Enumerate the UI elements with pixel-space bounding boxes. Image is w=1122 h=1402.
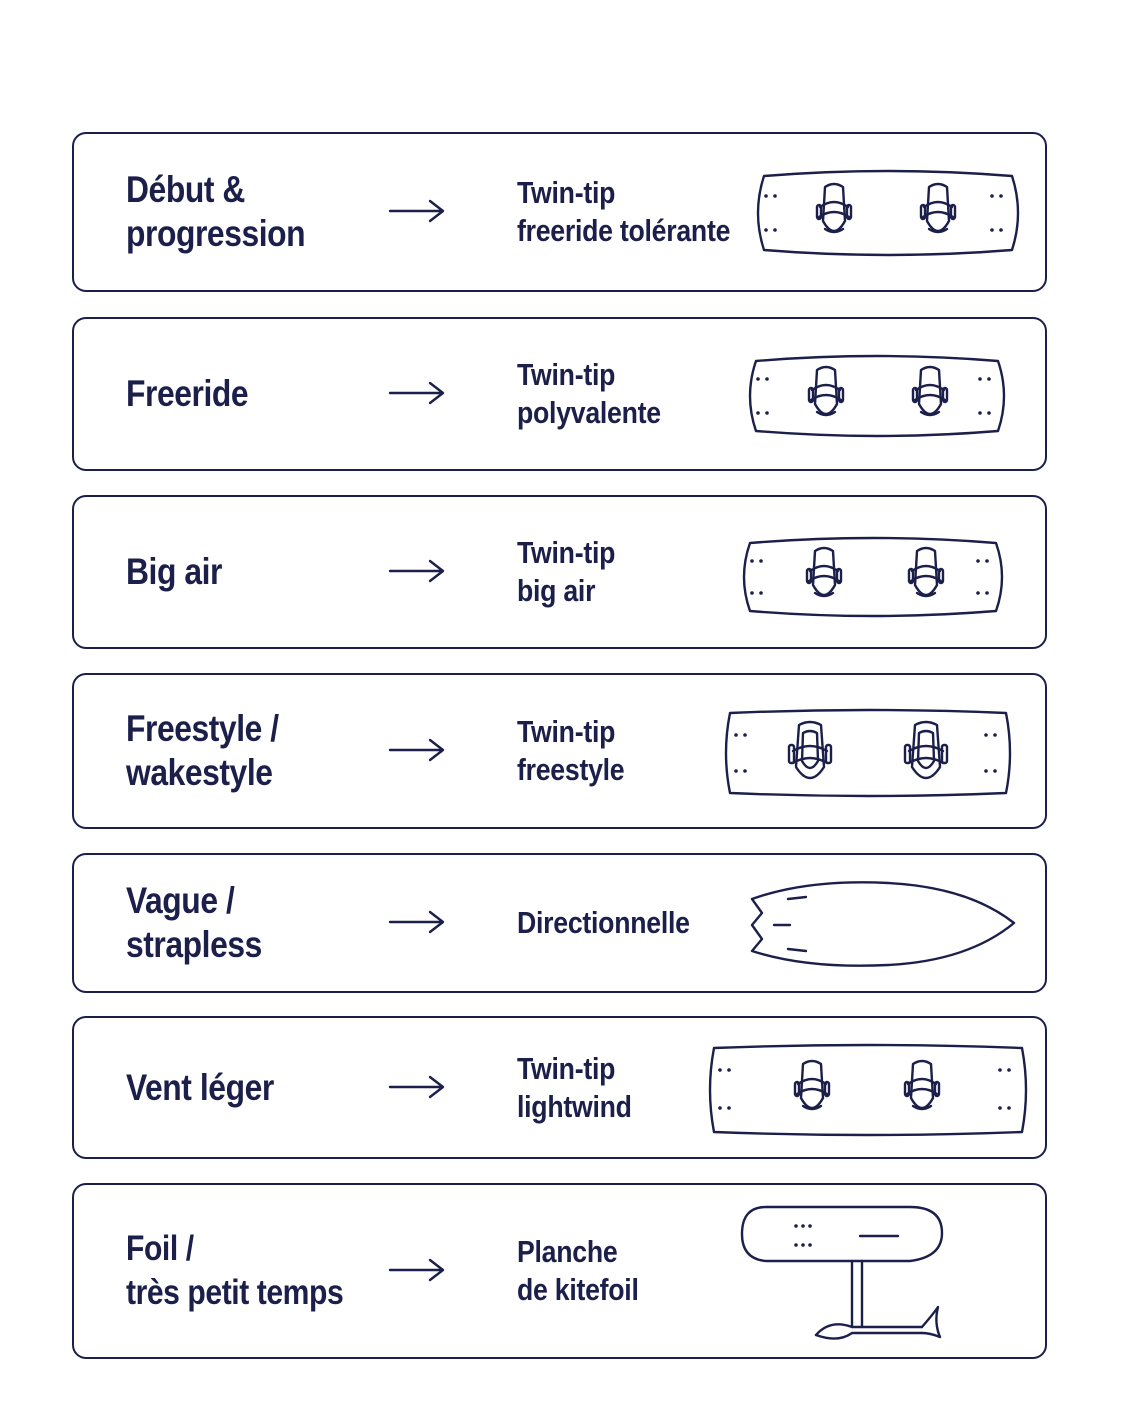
- row-card: [72, 317, 1047, 471]
- practice-label: Début & progression: [126, 169, 306, 254]
- row-card: [72, 1183, 1047, 1359]
- practice-label: Freestyle / wakestyle: [126, 708, 279, 793]
- practice-label: Big air: [126, 551, 223, 592]
- row-card: [72, 673, 1047, 829]
- practice-label: Foil / très petit temps: [126, 1229, 344, 1312]
- twin-tip-boots-board-icon: [720, 707, 1016, 799]
- kitefoil-board-icon: [740, 1203, 946, 1353]
- right-arrow-icon: [388, 380, 446, 406]
- board-type-label: Twin-tip freeride tolérante: [517, 175, 731, 248]
- right-arrow-icon: [388, 198, 446, 224]
- board-type-label: Directionnelle: [517, 905, 690, 940]
- twin-tip-board-icon: [750, 168, 1026, 258]
- twin-tip-board-icon: [742, 353, 1012, 439]
- twin-tip-board-icon: [736, 535, 1010, 619]
- right-arrow-icon: [388, 737, 446, 763]
- right-arrow-icon: [388, 909, 446, 935]
- practice-label: Freeride: [126, 373, 249, 414]
- board-type-label: Twin-tip freestyle: [517, 714, 625, 787]
- board-type-label: Twin-tip lightwind: [517, 1050, 632, 1124]
- surfboard-icon: [748, 881, 1018, 969]
- right-arrow-icon: [388, 1074, 446, 1100]
- row-card: [72, 853, 1047, 993]
- board-type-label: Twin-tip polyvalente: [517, 357, 661, 430]
- right-arrow-icon: [388, 1257, 446, 1283]
- practice-label: Vague / strapless: [126, 880, 262, 965]
- row-card: [72, 495, 1047, 649]
- right-arrow-icon: [388, 558, 446, 584]
- row-card: [72, 1016, 1047, 1159]
- twin-tip-board-icon: [704, 1042, 1032, 1138]
- practice-label: Vent léger: [126, 1066, 274, 1108]
- board-type-label: Twin-tip big air: [517, 535, 616, 608]
- board-type-label: Planche de kitefoil: [517, 1234, 639, 1307]
- row-card: [72, 132, 1047, 292]
